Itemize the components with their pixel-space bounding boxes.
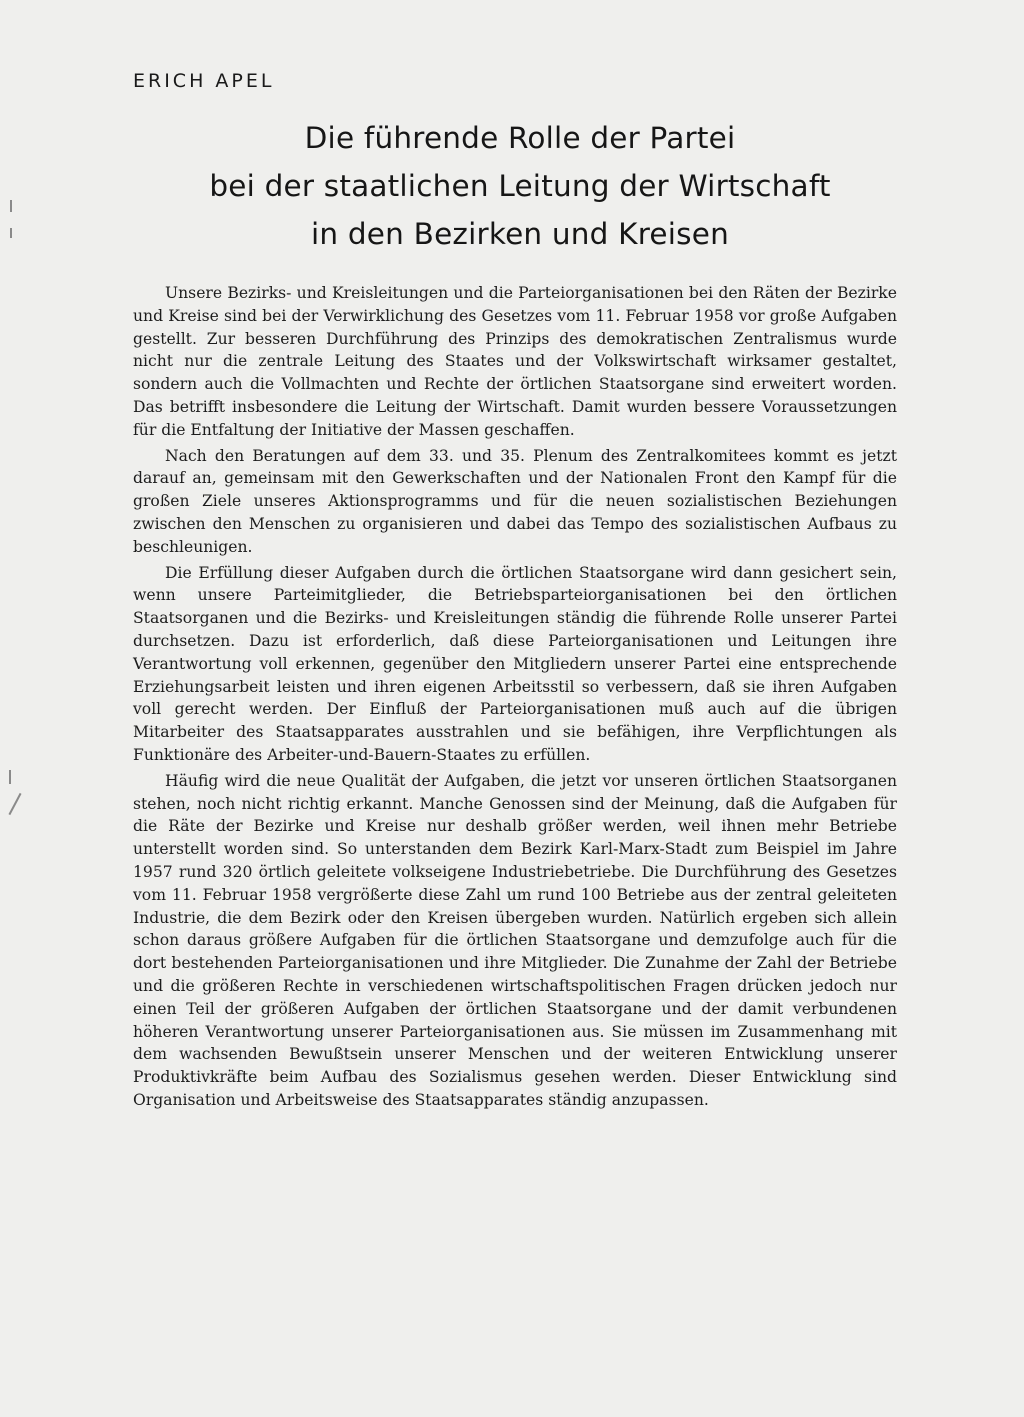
article-title [140,114,900,258]
paragraph-4: Häufig wird die neue Qualität der Aufgaben, die jetzt vor unseren örtlichen Staatsorganen stehen, noch nicht richtig erkannt. Manche Genossen sind der Meinung, daß die Aufgaben für die Räte der Bezirke und Kreise nur deshalb größer werden, weil ihnen mehr Betriebe unterstellt worden sind. So unterstanden dem Bezirk Karl-Marx-Stadt zum Beispiel im Jahre 1957 rund 320 örtlich geleitete volkseigene Industriebetriebe. Die Durchführung des Gesetzes vom 11. Februar 1958 vergrößerte diese Zahl um rund 100 Betriebe aus der zentral geleiteten Industrie, die dem Bezirk oder den Kreisen übergeben wurden. Natürlich ergeben sich allein schon daraus größere Aufgaben für die örtlichen Staatsorgane und demzufolge auch für die dort bestehenden Parteiorganisationen und ihre Mitglieder. Die Zunahme der Zahl der Betriebe und die größeren Rechte in verschiedenen wirtschaftspolitischen Fragen drücken jedoch nur einen Teil der größeren Aufgaben der örtlichen Staatsorgane und der damit verbundenen höheren Verantwortung unserer Parteiorganisationen aus. Sie müssen im Zusammenhang mit dem wachsenden Bewußtsein unserer Menschen und der weiteren Entwicklung unserer Produktivkräfte beim Aufbau des Sozialismus gesehen werden. Dieser Entwicklung sind Organisation und Arbeitsweise des Staatsapparates ständig anzupassen. [133,771,897,1109]
scan-mark-left-2 [10,228,12,238]
article-body [133,282,897,1112]
author-name: ERICH APEL [133,70,275,92]
scan-mark-left-3 [9,770,11,784]
paragraph-3: Die Erfüllung dieser Aufgaben durch die örtlichen Staatsorgane wird dann gesichert sein, wenn unsere Parteimitglieder, die Betriebsparteiorganisationen bei den örtlichen Staatsorganen und die Bezirks- und Kreisleitungen ständig die führende Rolle unserer Partei durchsetzen. Dazu ist erforderlich, daß diese Parteiorganisationen und Leitungen ihre Verantwortung voll erkennen, gegenüber den Mitgliedern unserer Partei eine entsprechende Erziehungsarbeit leisten und ihren eigenen Arbeitsstil so verbessern, daß sie ihren Aufgaben voll gerecht werden. Der Einfluß der Parteiorganisationen muß auch auf die übrigen Mitarbeiter des Staatsapparates ausstrahlen und sie befähigen, ihre Verpflichtungen als Funktionäre des Arbeiter-und-Bauern-Staates zu erfüllen. [133,563,897,764]
scan-mark-left-4 [8,793,21,815]
title-line-3: in den Bezirken und Kreisen [311,217,729,251]
paragraph-2: Nach den Beratungen auf dem 33. und 35. Plenum des Zentralkomitees kommt es jetzt darauf an, gemeinsam mit den Gewerkschaften und der Nationalen Front den Kampf für die großen Ziele unseres Aktionsprogramms und für die neuen sozialistischen Beziehungen zwischen den Menschen zu organisieren und dabei das Tempo des sozialistischen Aufbaus zu beschleunigen. [133,446,897,556]
title-line-2: bei der staatlichen Leitung der Wirtschaft [209,169,831,203]
title-line-1: Die führende Rolle der Partei [304,121,736,155]
scan-mark-left-1 [10,200,12,212]
paragraph-1: Unsere Bezirks- und Kreisleitungen und die Parteiorganisationen bei den Räten der Bezirke und Kreise sind bei der Verwirklichung des Gesetzes vom 11. Februar 1958 vor große Aufgaben gestellt. Zur besseren Durchführung des Prinzips des demokratischen Zentralismus wurde nicht nur die zentrale Leitung des Staates und der Volkswirtschaft wirksamer gestaltet, sondern auch die Vollmachten und Rechte der örtlichen Staatsorgane sind erweitert worden. Das betrifft insbesondere die Leitung der Wirtschaft. Damit wurden bessere Voraussetzungen für die Entfaltung der Initiative der Massen geschaffen. [133,284,897,439]
